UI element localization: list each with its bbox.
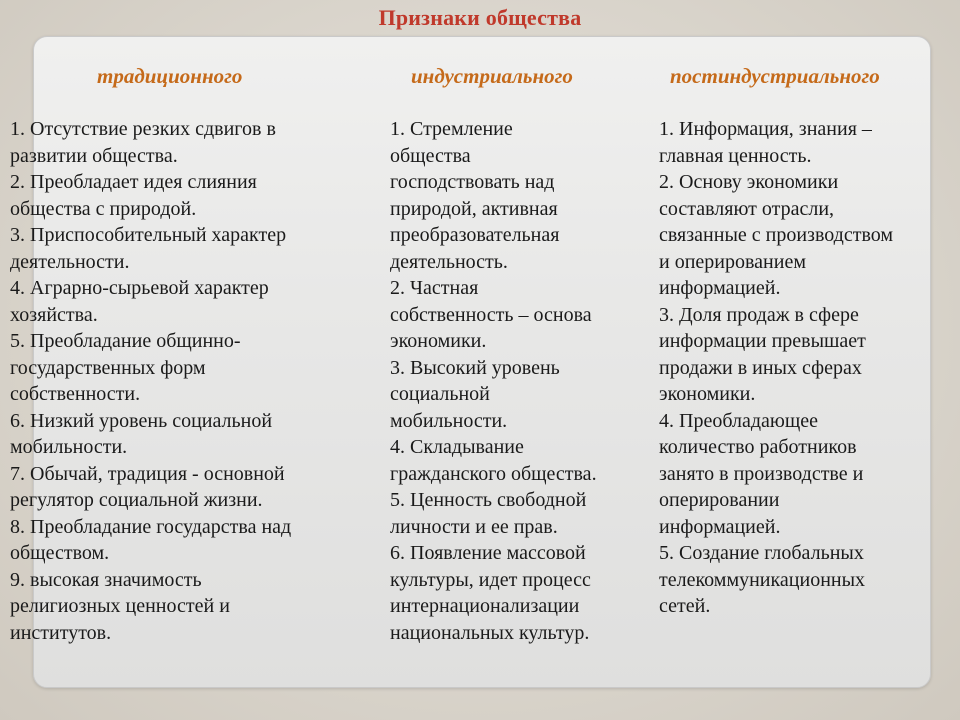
- column-traditional: [10, 116, 370, 646]
- text-line: 4. Аграрно-сырьевой характер: [10, 277, 269, 299]
- text-line: развитии общества.: [10, 144, 178, 167]
- text-line: экономики.: [659, 383, 756, 405]
- text-line: регулятор социальной жизни.: [10, 489, 263, 511]
- text-line: обществом.: [10, 542, 110, 564]
- text-line: 3. Приспособительный характер: [10, 224, 287, 246]
- text-line: сетей.: [659, 595, 711, 617]
- text-line: информацией.: [659, 277, 781, 299]
- text-line: мобильности.: [10, 436, 128, 458]
- text-line: 4. Преобладающее: [659, 409, 819, 432]
- text-line: 2. Основу экономики: [659, 171, 839, 193]
- text-line: связанные с производством: [659, 224, 894, 246]
- text-line: гражданского общества.: [390, 462, 597, 485]
- text-line: преобразовательная: [390, 224, 560, 246]
- text-line: государственных форм: [10, 356, 206, 379]
- text-line: деятельности.: [10, 250, 130, 273]
- text-line: культуры, идет процесс: [390, 568, 591, 591]
- text-line: социальной: [390, 383, 490, 405]
- text-line: 1. Стремление: [390, 118, 513, 140]
- text-line: экономики.: [390, 330, 487, 352]
- text-line: институтов.: [10, 621, 112, 644]
- page-title: Признаки общества: [378, 5, 582, 30]
- column-header-industrial: индустриального: [411, 64, 573, 88]
- text-line: количество работников: [659, 436, 857, 458]
- text-line: 1. Отсутствие резких сдвигов в: [10, 118, 276, 140]
- text-line: составляют отрасли,: [659, 197, 835, 220]
- text-line: 5. Ценность свободной: [390, 489, 587, 511]
- column-industrial: [390, 116, 645, 646]
- text-line: 6. Низкий уровень социальной: [10, 409, 273, 432]
- text-line: интернационализации: [390, 595, 580, 617]
- text-line: собственности.: [10, 383, 141, 405]
- text-line: 5. Преобладание общинно-: [10, 330, 241, 352]
- text-line: 5. Создание глобальных: [659, 542, 864, 564]
- column-header-traditional: традиционного: [97, 64, 243, 88]
- text-line: занято в производстве и: [659, 462, 864, 485]
- text-line: 8. Преобладание государства над: [10, 515, 292, 538]
- text-line: 7. Обычай, традиция - основной: [10, 462, 285, 485]
- text-line: и оперированием: [659, 250, 806, 273]
- text-line: мобильности.: [390, 409, 508, 432]
- text-line: оперировании: [659, 489, 780, 511]
- text-line: общества с природой.: [10, 197, 197, 220]
- text-line: 1. Информация, знания –: [659, 118, 872, 140]
- text-line: 3. Высокий уровень: [390, 356, 560, 379]
- text-line: деятельность.: [390, 250, 508, 273]
- text-line: собственность – основа: [390, 303, 592, 326]
- text-line: общества: [390, 144, 471, 167]
- text-line: хозяйства.: [10, 303, 98, 326]
- text-line: информации превышает: [659, 330, 866, 352]
- text-line: личности и ее прав.: [390, 515, 558, 538]
- text-line: 2. Преобладает идея слияния: [10, 171, 257, 193]
- text-line: информацией.: [659, 515, 781, 538]
- text-line: национальных культур.: [390, 621, 590, 644]
- text-line: продажи в иных сферах: [659, 356, 862, 379]
- text-line: 6. Появление массовой: [390, 542, 586, 564]
- text-line: 9. высокая значимость: [10, 568, 202, 591]
- text-line: 4. Складывание: [390, 436, 524, 458]
- text-line: телекоммуникационных: [659, 568, 866, 591]
- text-line: 3. Доля продаж в сфере: [659, 303, 859, 326]
- text-line: господствовать над: [390, 171, 555, 193]
- text-line: религиозных ценностей и: [10, 595, 230, 617]
- text-line: 2. Частная: [390, 277, 479, 299]
- column-header-postindustrial: постиндустриального: [670, 64, 880, 88]
- text-line: главная ценность.: [659, 144, 812, 167]
- column-postindustrial: [659, 116, 949, 620]
- text-line: природой, активная: [390, 197, 558, 220]
